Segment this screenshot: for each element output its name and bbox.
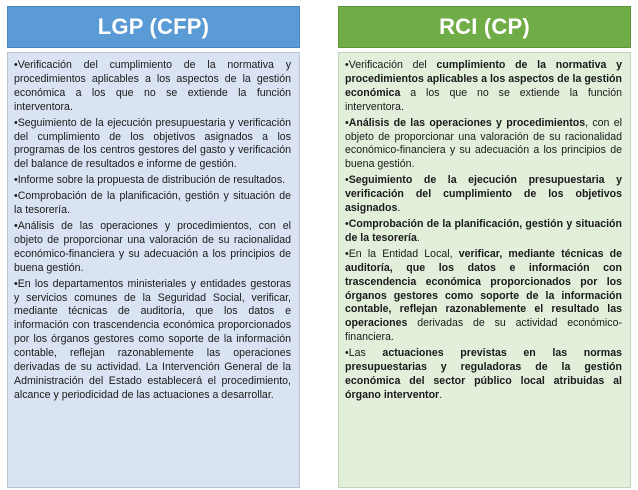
text: •Las [345, 347, 383, 360]
bold-text: cumplimiento de la normativa y procedimientos aplicables a los aspectos de la gestión económica [345, 59, 622, 99]
lgp-list [14, 59, 291, 403]
rci-header: RCI (CP) [338, 6, 631, 48]
left-list-item [14, 59, 291, 115]
right-list-item [345, 347, 622, 403]
bold-text: Análisis de las operaciones y procedimientos [348, 116, 586, 129]
left-list-item [14, 278, 291, 403]
bold-text: actuaciones previstas en las normas presupuestarias y reguladoras de la gestión económica del sector público local atribuidas al órgano interventor [345, 347, 623, 401]
text: •En la Entidad Local, [345, 247, 459, 260]
text: •Verificación del cumplimiento de la normativa y procedimientos aplicables a los aspectos de la gestión económica a los que no se extiende la función interventora. [14, 59, 291, 113]
right-list-item [345, 248, 622, 345]
text: . [416, 231, 420, 244]
lgp-body [7, 52, 300, 488]
text: •Verificación del [345, 59, 437, 71]
text: , con el objeto de proporcionar una valoración de su racionalidad económico-financiera y su adecuación a los principios de buena gestión. [345, 116, 622, 171]
bold-text: Comprobación de la planificación, gestión y situación de la tesorería [345, 217, 622, 244]
left-list-item [14, 174, 291, 188]
text: •Seguimiento de la ejecución presupuestaria y verificación del cumplimiento de los objetivos asignados a los programas de los centros gestores del gasto y verificación del balance de resultados e informe de gestión. [14, 116, 291, 171]
left-list-item [14, 190, 291, 218]
text: •Informe sobre la propuesta de distribución de resultados. [14, 174, 286, 187]
left-list-item [14, 117, 291, 173]
text: •Análisis de las operaciones y procedimientos, con el objeto de proporcionar una valoración de su racionalidad económico-financiera y su adecuación a los principios de buena gestión. [14, 219, 291, 274]
lgp-header: LGP (CFP) [7, 6, 300, 48]
bold-text: verificar, mediante técnicas de auditoría, que los datos e información con trascendencia económica proporcionados por los órganos gestores como soporte de la información contable, reflejan razonablemente el resultado las operaciones [345, 247, 622, 330]
text: . [439, 388, 443, 401]
rci-body [338, 52, 631, 488]
left-list-item [14, 220, 291, 276]
rci-column [338, 6, 631, 488]
text: • [345, 174, 349, 187]
right-list-item [345, 117, 622, 173]
text: derivadas de su actividad económico-financiera. [345, 317, 622, 344]
text: . [397, 202, 401, 215]
right-list-item [345, 59, 622, 115]
text: •Comprobación de la planificación, gestión y situación de la tesorería. [14, 190, 291, 217]
rci-list [345, 59, 622, 403]
right-list-item [345, 174, 622, 216]
bold-text: Seguimiento de la ejecución presupuestaria y verificación del cumplimiento de los objetivos asignados [345, 174, 622, 215]
lgp-column [7, 6, 300, 488]
right-list-item [345, 218, 622, 246]
text: •En los departamentos ministeriales y entidades gestoras y servicios comunes de la Seguridad Social, verificar, mediante técnicas de auditoría, que los datos e información con trascendencia económica proporcionados por los órganos gestores como soporte de la información contable, reflejan razonablemente las operaciones derivadas de su actividad. La Intervención General de la Administración del Estado establecerá el procedimiento, alcance y periodicidad de las actuaciones a desarrollar. [14, 277, 291, 401]
text: a los que no se extiende la función interventora. [345, 86, 622, 113]
text: • [345, 116, 349, 129]
text: • [345, 217, 349, 230]
